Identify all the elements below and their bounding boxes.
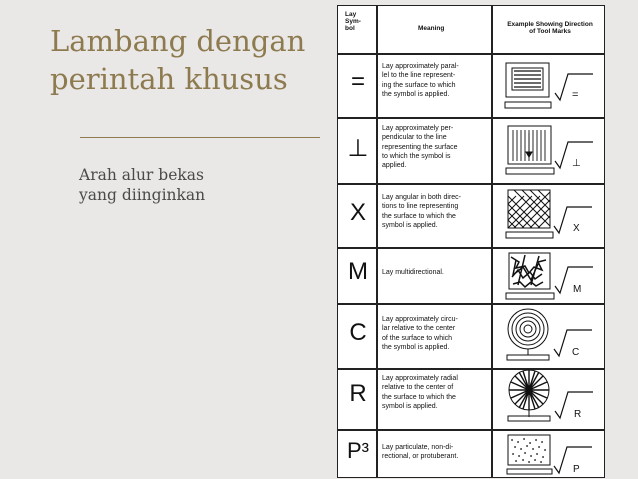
symbol-cell: M <box>348 258 368 285</box>
symbol-cell: R <box>349 380 367 407</box>
bullet-text-line-2: yang diinginkan <box>79 186 206 204</box>
symbol-cell: P³ <box>347 438 369 463</box>
meaning-cell: Lay approximately per- pendicular to the line representing the surface to which the symbol is applied. <box>382 125 458 170</box>
row-divider <box>338 303 604 305</box>
svg-text:C: C <box>572 347 580 358</box>
symbol-cell: ⊥ <box>347 135 369 162</box>
title-divider <box>80 137 320 138</box>
slide-title <box>50 22 340 98</box>
svg-text:R: R <box>574 409 582 420</box>
symbol-cell: = <box>350 68 365 95</box>
angular-lay-example-icon <box>498 186 598 244</box>
meaning-cell: Lay approximately radial relative to the center of the surface to which the symbol is applied. <box>382 375 458 410</box>
parallel-lay-example-icon <box>498 60 598 114</box>
symbol-header: Lay Sym- bol <box>345 11 361 32</box>
svg-text:P: P <box>573 464 580 475</box>
row-divider <box>338 117 604 119</box>
header-divider <box>338 53 604 55</box>
multidirectional-lay-example-icon <box>498 250 598 304</box>
meaning-header: Meaning <box>418 25 445 32</box>
meaning-cell: Lay approximately paral- lel to the line represent- ing the surface to which the symbol is applied. <box>382 63 459 98</box>
meaning-cell: Lay approximately circu- lar relative to the center of the surface to which the symbol is applied. <box>382 316 458 351</box>
bullet-text-line-1: Arah alur bekas <box>79 166 204 184</box>
symbol-cell: C <box>349 319 367 346</box>
svg-text:M: M <box>573 284 582 295</box>
particulate-lay-example-icon <box>498 432 598 479</box>
meaning-cell: Lay angular in both direc- tions to line representing the surface to which the symbol is applied. <box>382 194 461 229</box>
row-divider <box>338 247 604 249</box>
circular-lay-example-icon <box>498 306 598 366</box>
radial-lay-example-icon <box>498 368 598 428</box>
column-divider <box>491 6 493 477</box>
column-divider <box>376 6 378 477</box>
lay-symbol-table <box>337 5 605 478</box>
svg-text:X: X <box>573 223 580 234</box>
title-line-2: perintah khusus <box>50 62 288 96</box>
meaning-cell: Lay multidirectional. <box>382 269 444 276</box>
row-divider <box>338 429 604 431</box>
bullet-item <box>48 165 318 205</box>
row-divider <box>338 183 604 185</box>
example-header: Example Showing Direction of Tool Marks <box>507 21 593 35</box>
perpendicular-lay-example-icon <box>498 123 598 181</box>
symbol-cell: X <box>349 199 366 226</box>
meaning-cell: Lay particulate, non-di- rectional, or protuberant. <box>382 444 459 461</box>
title-line-1: Lambang dengan <box>50 24 306 58</box>
svg-text:⊥: ⊥ <box>572 158 581 169</box>
svg-text:=: = <box>572 89 579 101</box>
